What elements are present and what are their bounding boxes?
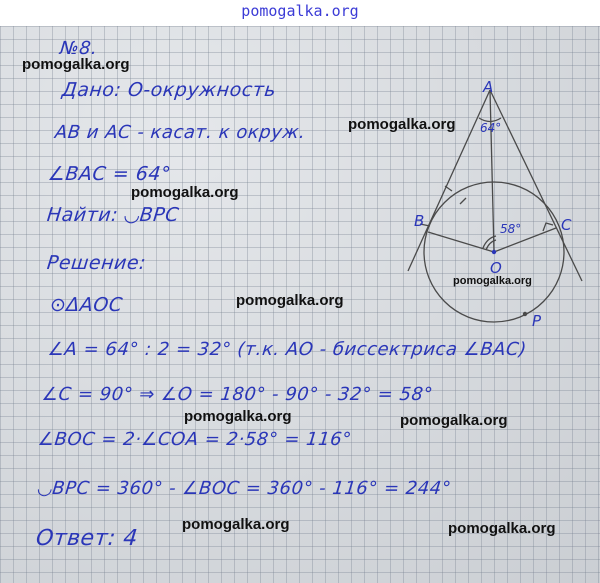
answer-line: Ответ: 4 <box>34 526 140 551</box>
watermark: pomogalka.org <box>184 408 292 425</box>
label-c: C <box>561 216 572 234</box>
label-angle-a: 64° <box>480 121 502 135</box>
notebook-page <box>0 26 600 583</box>
watermark: pomogalka.org <box>448 520 556 537</box>
find-line: Найти: ◡BPC <box>45 204 181 226</box>
watermark: pomogalka.org <box>236 292 344 309</box>
label-b: B <box>414 212 425 230</box>
watermark: pomogalka.org <box>131 184 239 201</box>
radius-ob <box>428 232 494 252</box>
page-header <box>0 0 600 26</box>
segment-ao <box>490 90 494 252</box>
center-point <box>492 250 496 254</box>
watermark: pomogalka.org <box>400 412 508 429</box>
label-o: O <box>490 259 502 277</box>
given-line: Дано: О-окружность <box>60 79 278 101</box>
angle-given-line: ∠BAC = 64° <box>46 163 173 185</box>
watermark: pomogalka.org <box>348 116 456 133</box>
tick-1 <box>460 198 466 204</box>
point-p <box>523 312 527 316</box>
arc-bpc-line: ◡BPC = 360° - ∠BOC = 360° - 116° = 244° <box>36 478 453 499</box>
watermark: pomogalka.org <box>22 56 130 73</box>
angle-o-line: ∠C = 90° ⇒ ∠O = 180° - 90° - 32° = 58° <box>40 384 435 405</box>
site-link[interactable]: pomogalka.org <box>241 2 359 20</box>
angle-a-line: ∠A = 64° : 2 = 32° (т.к. АО - биссектриса ∠BAC) <box>46 339 528 360</box>
problem-number: №8. <box>58 38 99 59</box>
triangle-line: ⊙ΔAOC <box>48 294 124 316</box>
angle-boc-line: ∠BOC = 2·∠COA = 2·58° = 116° <box>36 429 353 450</box>
label-a: A <box>483 78 494 96</box>
label-angle-o: 58° <box>500 222 522 236</box>
solution-heading: Решение: <box>45 252 148 274</box>
watermark: pomogalka.org <box>453 275 532 287</box>
tangents-line: АВ и АС - касат. к окруж. <box>53 122 307 143</box>
label-p: P <box>532 312 542 330</box>
watermark: pomogalka.org <box>182 516 290 533</box>
tangent-ac <box>490 90 582 281</box>
